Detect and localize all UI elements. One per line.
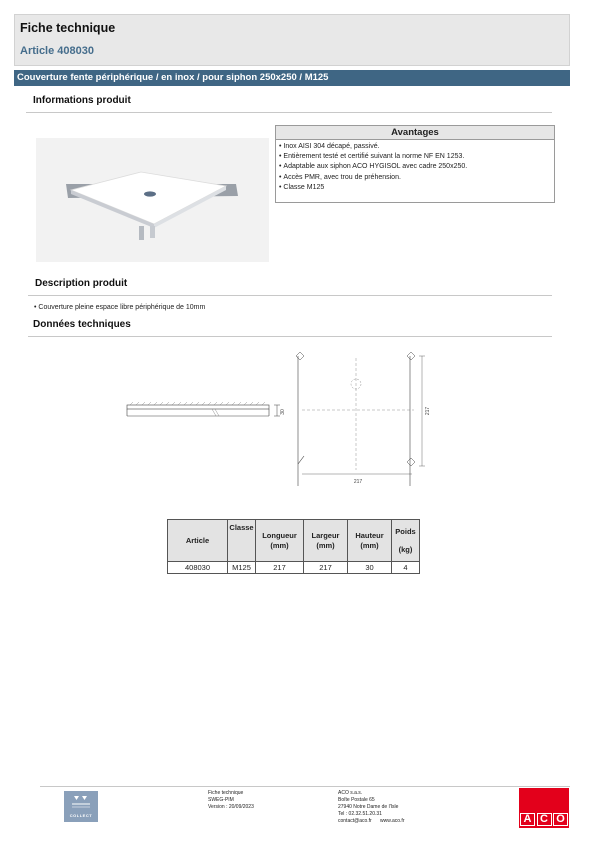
footer-company-line: Boîte Postale 65 [338, 797, 375, 803]
list-item: • Entièrement testé et certifié suivant la norme NF EN 1253. [279, 152, 554, 162]
col-header-hauteur: Hauteur (mm) [348, 520, 392, 562]
side-section-view [127, 402, 286, 416]
aco-logo-letter: O [553, 813, 568, 826]
section-title-description: Description produit [35, 278, 128, 289]
advantages-box [275, 125, 555, 203]
product-title-bar: Couverture fente périphérique / en inox / pour siphon 250x250 / M125 [14, 70, 570, 86]
poids-label: Poids [395, 526, 416, 536]
table-header-row [168, 520, 420, 562]
footer-company-line: Tel : 02.32.51.20.31 [338, 811, 382, 817]
advantages-list [276, 142, 554, 193]
section-rule [26, 112, 552, 113]
poids-unit: (kg) [398, 544, 413, 554]
section-rule [28, 336, 552, 337]
cell-classe: M125 [228, 562, 256, 574]
list-item: • Inox AISI 304 décapé, passivé. [279, 142, 554, 152]
list-item: • Classe M125 [279, 183, 554, 193]
footer-doc-line: SWEG-PIM [208, 797, 234, 803]
article-title: Article 408030 [20, 45, 94, 57]
technical-data-table [167, 519, 420, 574]
section-title-technical: Données techniques [33, 319, 131, 330]
cell-article: 408030 [168, 562, 228, 574]
list-item: • Adaptable aux siphon ACO HYGISOL avec cadre 250x250. [279, 162, 554, 172]
footer-company-line: ACO s.a.s. [338, 790, 363, 796]
list-item: • Accès PMR, avec trou de préhension. [279, 173, 554, 183]
header-box [14, 14, 570, 66]
technical-drawing [120, 348, 450, 488]
cell-hauteur: 30 [348, 562, 392, 574]
footer-rule [40, 786, 570, 787]
aco-logo-letter: C [537, 813, 552, 826]
dim-width-bottom-label: 217 [353, 479, 363, 485]
collect-logo-text: COLLECT [69, 813, 93, 818]
footer-company-info [338, 790, 405, 825]
cell-poids: 4 [392, 562, 420, 574]
section-rule [28, 295, 552, 296]
section-title-info: Informations produit [33, 95, 131, 106]
footer-contact-line: contact@aco.fr www.aco.fr [338, 818, 405, 824]
col-header-classe: Classe [228, 520, 256, 562]
description-item [34, 304, 205, 311]
footer-company-line: 27940 Notre Dame de l'Isle [338, 804, 399, 810]
table-row [168, 562, 420, 574]
footer-doc-line: Version : 20/09/2023 [208, 804, 254, 810]
collect-logo [64, 791, 98, 822]
col-header-largeur: Largeur (mm) [304, 520, 348, 562]
col-header-article: Article [168, 520, 228, 562]
doc-title: Fiche technique [20, 21, 116, 35]
cell-longueur: 217 [256, 562, 304, 574]
aco-logo [519, 788, 569, 828]
dim-width-side-label: 217 [425, 406, 431, 416]
product-image [36, 138, 269, 262]
footer-doc-info [208, 790, 254, 811]
bullet-icon: • [34, 304, 39, 311]
cell-largeur: 217 [304, 562, 348, 574]
advantages-title: Avantages [276, 126, 554, 140]
description-text: Couverture pleine espace libre périphérique de 10mm [38, 304, 206, 311]
plan-view [296, 352, 431, 486]
col-header-poids [392, 520, 420, 562]
col-header-longueur: Longueur (mm) [256, 520, 304, 562]
product-illustration [36, 138, 269, 262]
aco-logo-letter: A [520, 813, 535, 826]
footer-doc-line: Fiche technique [208, 790, 244, 796]
dim-height-label: 30 [280, 409, 286, 415]
